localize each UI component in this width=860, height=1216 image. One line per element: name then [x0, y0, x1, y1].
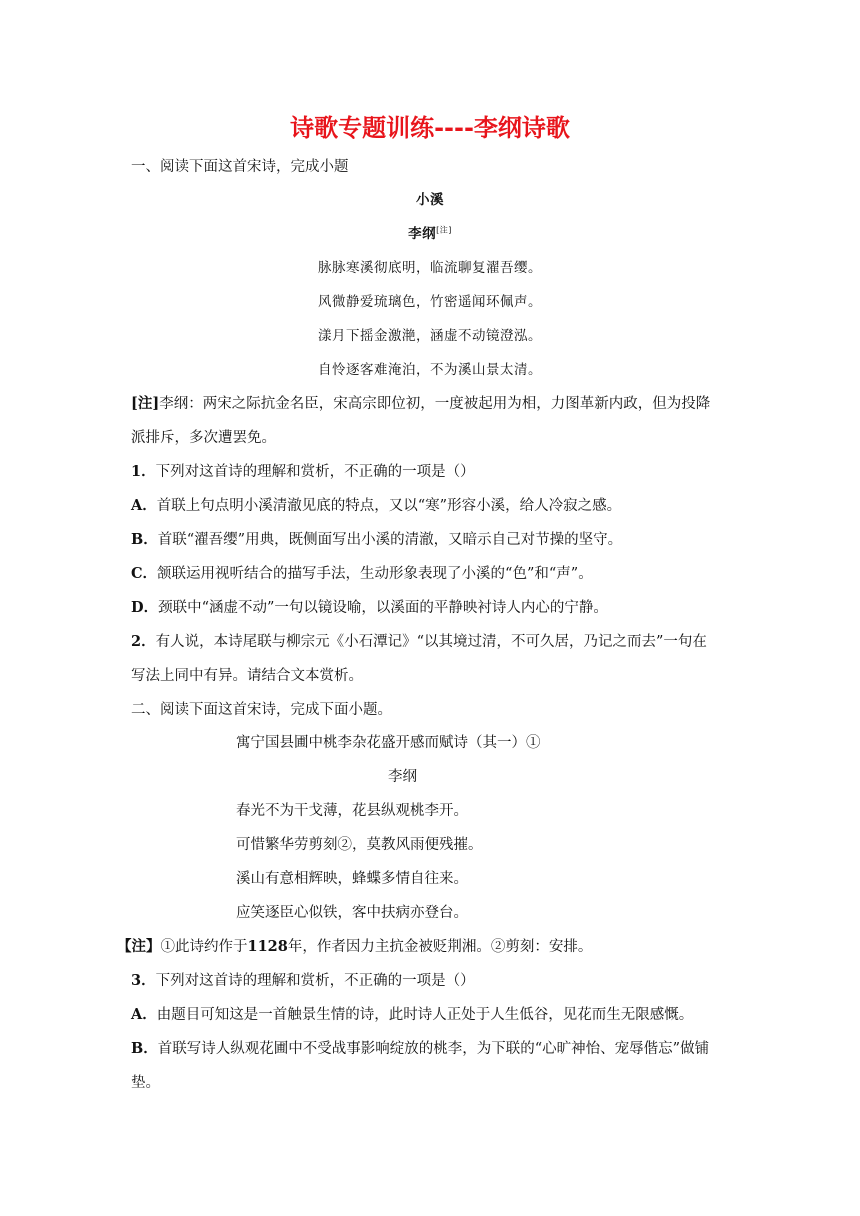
option-label: B． — [131, 1040, 158, 1057]
poem1-line: 风微静爱琉璃色，竹密遥闻环佩声。 — [318, 294, 542, 310]
note-prefix: 【注】 — [117, 938, 161, 955]
q3-option-b-cont: 垫。 — [131, 1075, 160, 1091]
page-title: 诗歌专题训练----李纲诗歌 — [290, 114, 570, 142]
poem2-line: 可惜繁华劳剪刻②，莫教风雨便残摧。 — [236, 837, 483, 853]
poem2-line: 春光不为干戈薄，花县纵观桃李开。 — [236, 803, 468, 819]
question-3 — [131, 971, 475, 991]
option-text: 颔联运用视听结合的描写手法，生动形象表现了小溪的“色”和“声”。 — [157, 566, 593, 582]
q1-option-a — [131, 496, 621, 516]
option-text: 颈联中“涵虚不动”一句以镜设喻，以溪面的平静映衬诗人内心的宁静。 — [158, 600, 608, 616]
poem1-author-name: 李纲 — [408, 226, 437, 242]
question-stem: 有人说，本诗尾联与柳宗元《小石潭记》“以其境过清，不可久居，乃记之而去”一句在 — [155, 634, 707, 650]
poem1-line: 漾月下摇金激滟，涵虚不动镜澄泓。 — [318, 328, 542, 344]
poem1-line: 自怜逐客难淹泊，不为溪山景太清。 — [318, 362, 542, 378]
poem1-note-cont: 派排斥，多次遭罢免。 — [131, 430, 276, 446]
note-text: 年，作者因力主抗金被贬荆湘。②剪刻：安排。 — [287, 939, 593, 955]
poem2-line: 应笑逐臣心似铁，客中扶病亦登台。 — [236, 905, 468, 921]
option-text: 首联写诗人纵观花圃中不受战事影响绽放的桃李，为下联的“心旷神怡、宠辱偕忘”做铺 — [157, 1041, 710, 1057]
question-2 — [131, 632, 707, 652]
note-text: ①此诗约作于 — [160, 939, 248, 955]
question-stem: 下列对这首诗的理解和赏析，不正确的一项是（） — [155, 973, 475, 989]
option-label: A． — [131, 1006, 157, 1023]
section1-heading: 一、阅读下面这首宋诗，完成小题 — [131, 159, 349, 175]
q1-option-d — [131, 598, 608, 618]
poem2-note — [117, 937, 592, 957]
option-text: 由题目可知这是一首触景生情的诗，此时诗人正处于人生低谷，见花而生无限感慨。 — [156, 1007, 694, 1023]
option-label: A． — [131, 497, 157, 514]
q1-option-c — [131, 564, 593, 584]
option-label: D． — [131, 599, 159, 616]
question-number: 2． — [131, 633, 156, 650]
question-number: 1． — [131, 463, 156, 480]
option-label: B． — [131, 531, 158, 548]
poem1-line: 脉脉寒溪彻底明，临流聊复濯吾缨。 — [318, 260, 542, 276]
poem2-line: 溪山有意相辉映，蜂蝶多情自往来。 — [236, 871, 468, 887]
option-text: 首联“濯吾缨”用典，既侧面写出小溪的清澈，又暗示自己对节操的坚守。 — [157, 532, 623, 548]
note-text: 李纲：两宋之际抗金名臣，宋高宗即位初，一度被起用为相，力图革新内政，但为投降 — [159, 396, 711, 412]
poem2-title: 寓宁国县圃中桃李杂花盛开感而赋诗（其一）① — [236, 735, 541, 751]
note-prefix: [注] — [131, 395, 160, 412]
note-year: 1128 — [247, 938, 288, 955]
poem1-author — [0, 224, 860, 244]
poem1-note — [131, 394, 710, 414]
poem1-title: 小溪 — [416, 192, 444, 208]
option-label: C． — [131, 565, 158, 582]
q3-option-a — [131, 1005, 693, 1025]
q3-option-b — [131, 1039, 709, 1059]
question-1 — [131, 462, 475, 482]
question-2-cont: 写法上同中有异。请结合文本赏析。 — [131, 668, 363, 684]
question-number: 3． — [131, 972, 156, 989]
option-text: 首联上句点明小溪清澈见底的特点，又以“寒”形容小溪，给人冷寂之感。 — [156, 498, 622, 514]
poem1-author-note-mark: [注] — [436, 225, 452, 235]
q1-option-b — [131, 530, 622, 550]
section2-heading: 二、阅读下面这首宋诗，完成下面小题。 — [131, 702, 392, 718]
poem2-author: 李纲 — [388, 769, 417, 785]
question-stem: 下列对这首诗的理解和赏析，不正确的一项是（） — [155, 464, 475, 480]
